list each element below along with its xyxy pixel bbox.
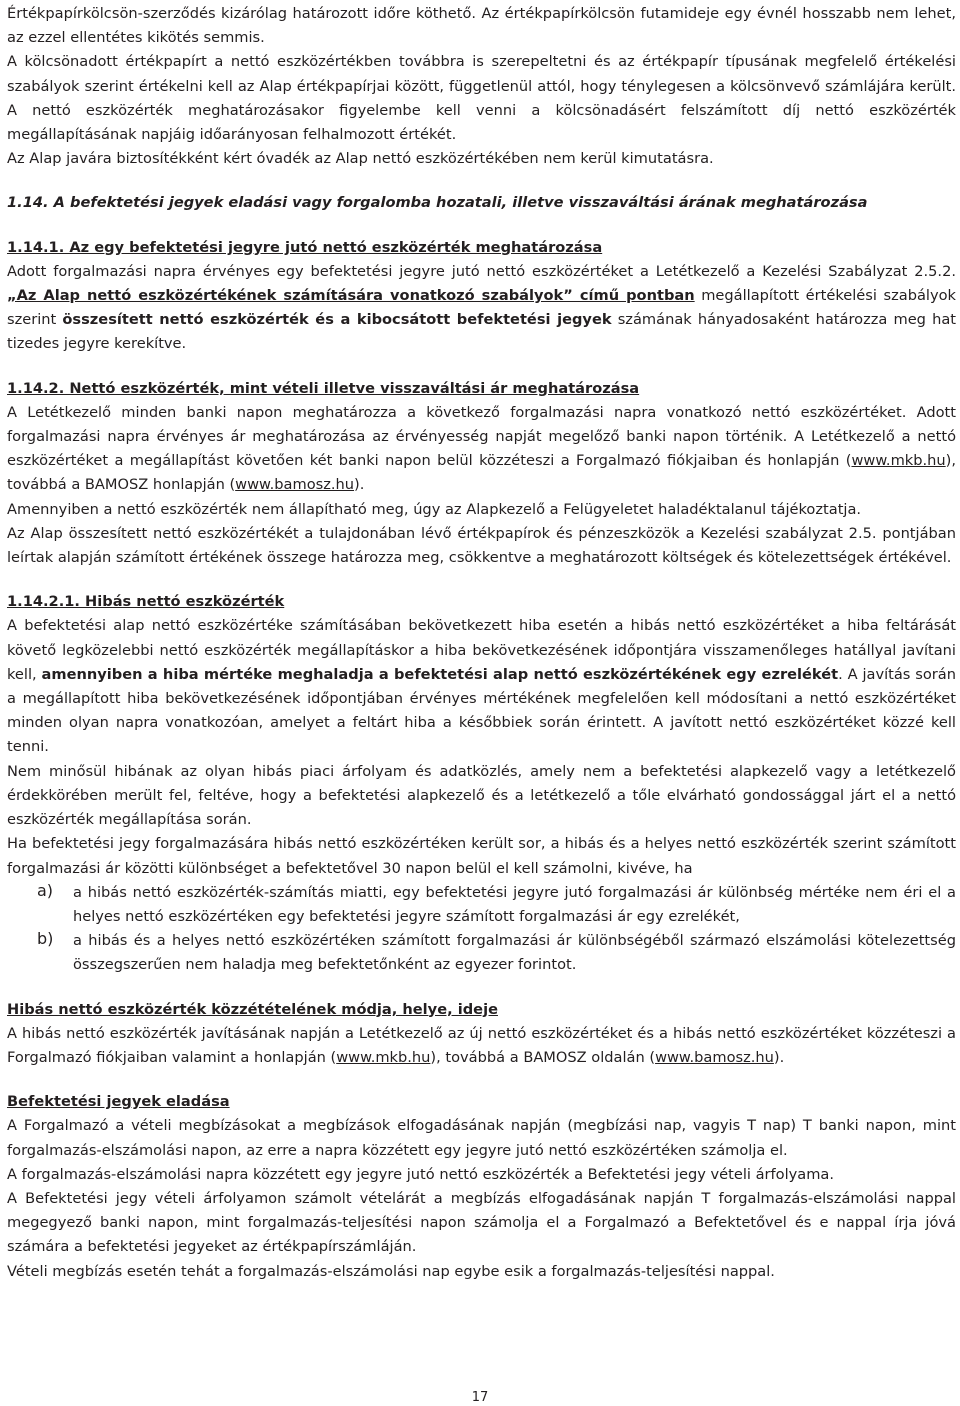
paragraph-total-nav: Az Alap összesített nettó eszközértékét a tulajdonában lévő értékpapírok és pénzeszközök a Kezelési szabályzat 2.5. pontjában leírtak alapján számított értékének összege határozza meg, csökkentve a meghatározott költségek és kötelezettségek értékével. [7,524,956,567]
paragraph-lent-securities-valuation: A kölcsönadott értékpapírt a nettó eszközértékben továbbra is szerepeltetni és az értékpapír típusának megfelelő értékelési szabályok szerint értékelni kell az Alap értékpapírjai között, függetlenül attól, hogy ténylegesen a kölcsönvevő számlájára került. A nettó eszközérték meghatározásakor figyelembe kell venni a kölcsönadásért felszámított díj nettó eszközérték megállapításának napjáig időarányosan felhalmozott értékét. [7,53,956,144]
link-bamosz[interactable]: www.bamosz.hu [235,476,355,494]
paragraph-securities-lending-term: Értékpapírkölcsön-szerződés kizárólag határozott időre köthető. Az értékpapírkölcsön futamideje egy évnél hosszabb nem lehet, az ezzel ellentétes kikötés semmis. [7,5,956,47]
section-heading-1-14: 1.14. A befektetési jegyek eladási vagy forgalomba hozatali, illetve visszaváltási árának meghatározása [7,194,868,212]
list-label: b) [37,929,54,949]
heading-erroneous-nav-publication: Hibás nettó eszközérték közzétételének módja, helye, ideje [7,1000,498,1018]
paragraph-settlement: Ha befektetési jegy forgalmazására hibás nettó eszközértéken került sor, a hibás és a helyes nettó eszközérték szerint számított forgalmazási ár közötti különbséget a befektetővel 30 napon belül el kell számolni, kivéve, ha [7,835,956,877]
paragraph-purchase-orders: A Forgalmazó a vételi megbízásokat a megbízások elfogadásának napján (megbízási nap, vagyis T nap) T banki napon, mint forgalmazás-elszámolási napon, az erre a napra közzétett egy jegyre jutó nettó eszközértéken számolja el. [7,1117,956,1159]
paragraph-collateral: Az Alap javára biztosítékként kért óvadék az Alap nettó eszközértékében nem kerül kimutatásra. [7,150,714,168]
paragraph-settlement-day: Vételi megbízás esetén tehát a forgalmazás-elszámolási nap egybe esik a forgalmazás-teljesítési nappal. [7,1262,775,1280]
list-label: a) [37,880,54,900]
link-mkb[interactable]: www.mkb.hu [851,452,946,470]
section-heading-1-14-2: 1.14.2. Nettó eszközérték, mint vételi illetve visszaváltási ár meghatározása [7,379,640,397]
paragraph-purchase-settlement: A Befektetési jegy vételi árfolyamon számolt vételárát a megbízás elfogadásának napján T forgalmazás-elszámolási nappal megegyező banki napon, mint forgalmazás-teljesítési napon számolja el a Forgalmazó a Befektetővel és e nappal írja jóvá számára a befektetési jegyeket az értékpapírszámláján. [7,1189,956,1256]
list-item-text: a hibás és a helyes nettó eszközértéken számított forgalmazási ár különbségéből származó elszámolási kötelezettség összegszerűen nem haladja meg befektetőnként az egyezer forintot. [73,932,956,974]
exception-list-item-a [7,881,956,929]
exception-list-item-b [7,929,956,977]
paragraph-erroneous-nav-publication: A hibás nettó eszközérték javításának napján a Letétkezelő az új nettó eszközértéket és a hibás nettó eszközértéket közzéteszi a Forgalmazó fiókjaiban valamint a honlapján (www.mkb.hu), továbbá a BAMOSZ oldalán (www.bamosz.hu). [7,1024,956,1066]
paragraph-not-an-error: Nem minősül hibának az olyan hibás piaci árfolyam és adatközlés, amely nem a befektetési alapkezelő vagy a letétkezelő érdekkörében merült fel, feltéve, hogy a befektetési alapkezelő és a letétkezelő a tőle elvárható gondossággal járt el a nettó eszközérték megállapítása során. [7,762,956,829]
section-heading-1-14-2-1: 1.14.2.1. Hibás nettó eszközérték [7,593,285,611]
link-mkb-2[interactable]: www.mkb.hu [336,1048,431,1066]
list-item-text: a hibás nettó eszközérték-számítás miatti, egy befektetési jegyre jutó forgalmazási ár különbség mértéke nem éri el a helyes nettó eszközértéken egy befektetési jegyre számított forgalmazási ár egy ezrelékét, [73,883,956,925]
link-bamosz-2[interactable]: www.bamosz.hu [655,1048,774,1066]
document-page [7,2,956,1284]
heading-unit-sales: Befektetési jegyek eladása [7,1093,230,1111]
paragraph-erroneous-nav: A befektetési alap nettó eszközértéke számításában bekövetkezett hiba esetén a hibás nettó eszközértéket a hiba feltárását követő legközelebbi nettó eszközérték megállapításkor a hiba bekövetkezésének időpontjára visszamenőleges hatállyal javítani kell, amennyiben a hiba mértéke meghaladja a befektetési alap nettó eszközértékének egy ezrelékét. A javítás során a megállapított hiba bekövetkezésének időpontjában érvényes mértékének megfelelően kell módosítani a nettó eszközértéket minden olyan napra vonatkozóan, amelyet a feltárt hiba a későbbiek során érintett. A javított nettó eszközértéket közzé kell tenni. [7,617,956,756]
paragraph-nav-publication: A Letétkezelő minden banki napon meghatározza a következő forgalmazási napra vonatkozó nettó eszközértéket. Adott forgalmazási napra érvényes ár meghatározása az érvényesség napját megelőző banki napon történik. A Letétkezelő a nettó eszközértéket a megállapítást követően két banki napon belül közzéteszi a Forgalmazó fiókjaiban és honlapján (www.mkb.hu), továbbá a BAMOSZ honlapján (www.bamosz.hu). [7,403,956,494]
paragraph-nav-per-unit: Adott forgalmazási napra érvényes egy befektetési jegyre jutó nettó eszközértéket a Letétkezelő a Kezelési Szabályzat 2.5.2. „Az Alap nettó eszközértékének számítására vonatkozó szabályok” című pontban megállapított értékelési szabályok szerint összesített nettó eszközérték és a kibocsátott befektetési jegyek számának hányadosaként határozza meg hat tizedes jegyre kerekítve. [7,262,956,353]
page-number: 17 [471,1390,489,1405]
paragraph-nav-undeterminable: Amennyiben a nettó eszközérték nem állapítható meg, úgy az Alapkezelő a Felügyeletet haladéktalanul tájékoztatja. [7,500,862,518]
section-heading-1-14-1: 1.14.1. Az egy befektetési jegyre jutó nettó eszközérték meghatározása [7,238,603,256]
paragraph-purchase-price: A forgalmazás-elszámolási napra közzétett egy jegyre jutó nettó eszközérték a Befektetési jegy vételi árfolyama. [7,1165,835,1183]
